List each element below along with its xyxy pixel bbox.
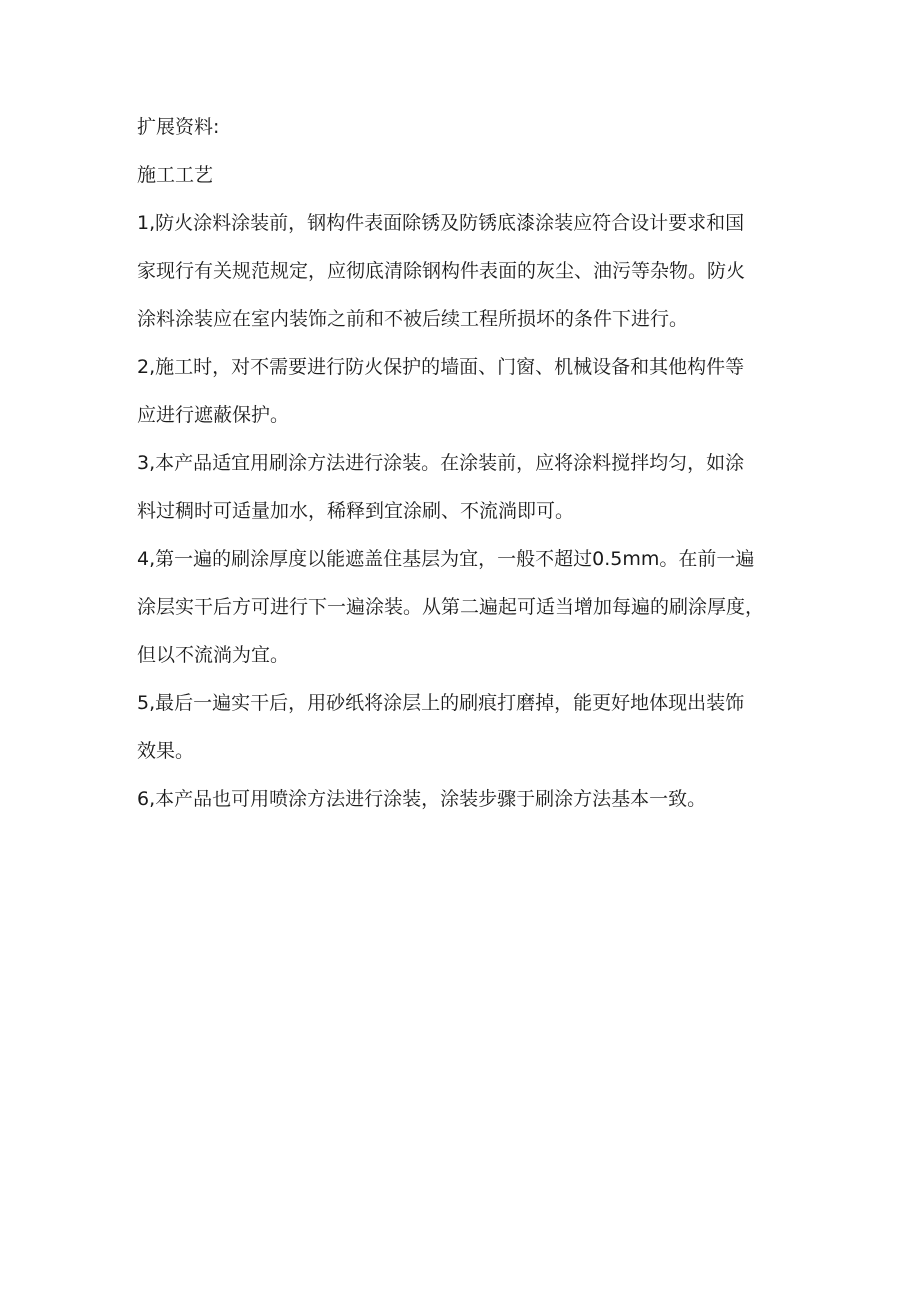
paragraph-2	[137, 355, 787, 428]
paragraph-line: 6,本产品也可用喷涂方法进行涂装，涂装步骤于刷涂方法基本一致。	[137, 788, 707, 810]
document-body	[137, 115, 787, 812]
paragraph-line: 5,最后一遍实干后，用砂纸将涂层上的刷痕打磨掉，能更好地体现出装饰	[137, 692, 745, 714]
paragraph-3	[137, 451, 787, 524]
paragraph-line: 但以不流淌为宜。	[137, 644, 290, 666]
paragraph-line: 1,防火涂料涂装前，钢构件表面除锈及防锈底漆涂装应符合设计要求和国	[137, 212, 745, 234]
paragraph-line: 家现行有关规范规定，应彻底清除钢构件表面的灰尘、油污等杂物。防火	[137, 260, 746, 282]
subheading: 施工工艺	[137, 164, 214, 186]
paragraph-line: 料过稠时可适量加水，稀释到宜涂刷、不流淌即可。	[137, 500, 575, 522]
paragraph-line: 应进行遮蔽保护。	[137, 404, 290, 426]
paragraph-line: 效果。	[137, 740, 195, 762]
paragraph-6	[137, 787, 787, 812]
paragraph-4	[137, 547, 787, 668]
paragraph-line: 涂层实干后方可进行下一遍涂装。从第二遍起可适当增加每遍的刷涂厚度，	[137, 596, 765, 618]
paragraph-line: 3,本产品适宜用刷涂方法进行涂装。在涂装前，应将涂料搅拌均匀，如涂	[137, 452, 745, 474]
paragraph-5	[137, 691, 787, 764]
paragraph-line: 涂料涂装应在室内装饰之前和不被后续工程所损坏的条件下进行。	[137, 308, 689, 330]
paragraph-line: 2,施工时，对不需要进行防火保护的墙面、门窗、机械设备和其他构件等	[137, 356, 745, 378]
paragraph-1	[137, 211, 787, 332]
paragraph-line: 4,第一遍的刷涂厚度以能遮盖住基层为宜，一般不超过0.5mm。在前一遍	[137, 548, 755, 570]
heading: 扩展资料:	[137, 116, 220, 138]
